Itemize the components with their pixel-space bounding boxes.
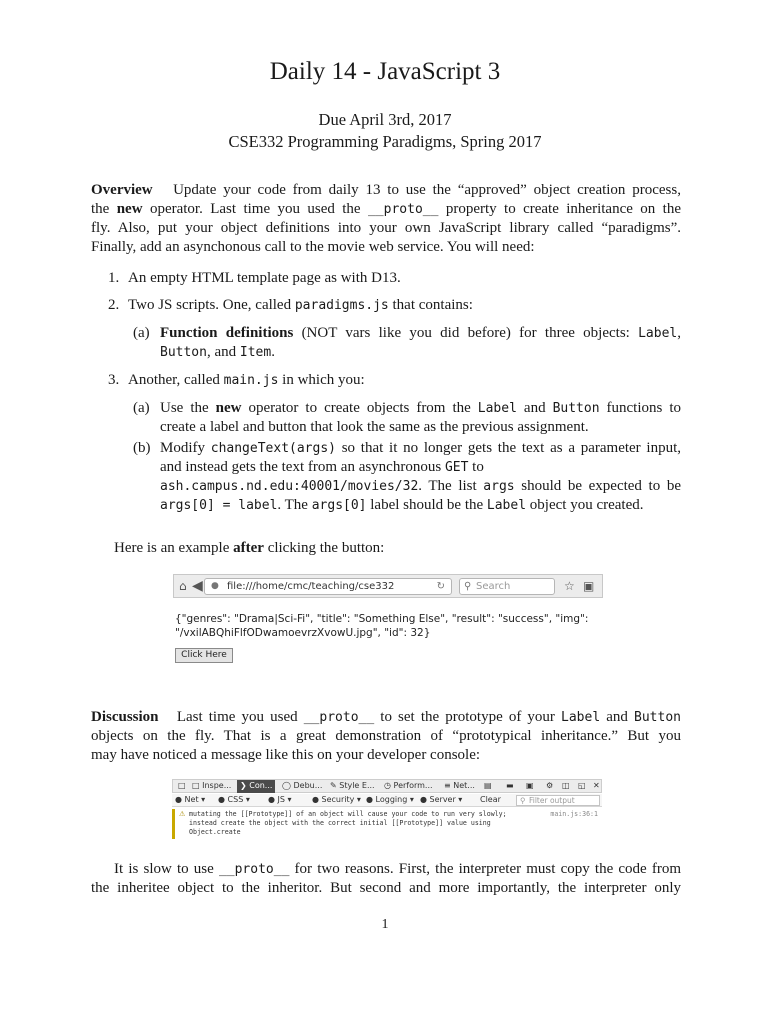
text: It is slow to use <box>114 861 219 877</box>
search-bar[interactable] <box>459 578 555 595</box>
filter-js[interactable]: ● JS ▾ <box>268 795 292 804</box>
discussion-line-1 <box>91 709 681 726</box>
args-label-code: args[0] = label <box>160 498 278 513</box>
paradigms-js-code: paradigms.js <box>294 298 389 313</box>
new-keyword: new <box>116 201 143 217</box>
bookmark-star-icon[interactable]: ☆ <box>564 579 575 593</box>
source-location-link[interactable]: main.js:36:1 <box>550 810 598 818</box>
url-bar[interactable] <box>204 578 452 595</box>
click-here-button[interactable]: Click Here <box>175 648 233 663</box>
text: Another, called <box>128 372 224 388</box>
function-definitions-bold: Function definitions <box>160 325 294 341</box>
text: so that it no longer gets the text as a parameter input, <box>335 440 681 456</box>
button-code: Button <box>552 401 600 416</box>
overview-heading: Overview <box>91 182 153 198</box>
closing-line-2: the inheritee object to the inheritor. But second and more importantly, the interpreter only <box>91 880 681 896</box>
discussion-line-3: may have noticed a message like this on your developer console: <box>91 747 481 763</box>
browser-screenshot <box>173 574 603 666</box>
text: , <box>677 325 681 341</box>
tab-label: Net... <box>453 781 475 790</box>
label-code: Label <box>561 710 601 725</box>
text: Modify <box>160 440 211 456</box>
closing-line-1 <box>114 861 681 878</box>
discussion-heading: Discussion <box>91 709 159 725</box>
home-icon[interactable]: ⌂ <box>179 579 187 593</box>
list-item-3b-line-1 <box>160 440 681 457</box>
devtools-tab-bar <box>172 779 602 793</box>
tab-console[interactable]: ❯ Con... <box>237 780 275 793</box>
text: and instead gets the text from an asynchronous <box>160 459 445 475</box>
list-item-3 <box>128 372 365 389</box>
text: label should be the <box>366 497 487 513</box>
list-item-3a-number: (a) <box>133 400 150 416</box>
filter-label: Net <box>184 795 199 804</box>
devtools-filter-bar <box>172 794 602 807</box>
text: object you created. <box>526 497 644 513</box>
filter-server[interactable]: ● Server ▾ <box>420 795 463 804</box>
tab-performance[interactable]: ◷ Perform... <box>384 781 433 790</box>
filter-label: Logging <box>375 795 408 804</box>
json-output <box>175 612 603 640</box>
get-code: GET <box>444 460 469 475</box>
text: Use the <box>160 400 216 416</box>
text: , and <box>206 344 240 360</box>
text: clicking the button: <box>263 540 385 556</box>
bookmarks-menu-icon[interactable]: ▣ <box>583 579 595 593</box>
list-item-3a-line-2: create a label and button that look the same as the previous assignment. <box>160 419 589 435</box>
tab-inspector[interactable]: □ Inspe... <box>192 781 232 790</box>
course-name: CSE332 Programming Paradigms, Spring 2017 <box>228 132 542 151</box>
item-code: Item <box>239 345 272 360</box>
overview-line-3: fly. Also, put your object definitions into your own JavaScript library called “paradigms”. <box>91 220 681 236</box>
list-item-2-number: 2. <box>108 297 120 313</box>
text: to set the prototype of your <box>374 709 562 725</box>
tab-label: Debu... <box>293 781 323 790</box>
example-caption <box>114 540 384 557</box>
text: and <box>516 400 553 416</box>
tab-label: Inspe... <box>202 781 232 790</box>
tab-style-editor[interactable]: ✎ Style E... <box>330 781 375 790</box>
filter-label: Security <box>321 795 355 804</box>
json-output-line-1: {"genres": "Drama|Sci-Fi", "title": "Something Else", "result": "success", "img": <box>175 613 589 625</box>
overview-line-4: Finally, add an asynchonous call to the movie web service. You will need: <box>91 239 535 255</box>
movie-url-code: ash.campus.nd.edu:40001/movies/32 <box>160 479 419 494</box>
text: operator to create objects from the <box>241 400 478 416</box>
dock-side-icon[interactable]: ◫ <box>562 781 570 790</box>
main-js-code: main.js <box>223 373 279 388</box>
text: . The list <box>418 478 484 494</box>
label-code: Label <box>477 401 517 416</box>
pick-element-icon[interactable]: □ <box>178 781 186 790</box>
button-code: Button <box>634 710 681 725</box>
screenshot-icon[interactable]: ▣ <box>526 781 534 790</box>
warning-text: mutating the [[Prototype]] of an object will cause your code to run very slowly; instead create the object with the correct initial [[Prototype]] value using Object.create <box>189 810 507 836</box>
text: (NOT vars like you did before) for three objects: <box>293 325 639 341</box>
list-item-3b-line-4 <box>160 497 644 514</box>
search-placeholder: Search <box>476 581 511 592</box>
overview-line-2 <box>91 201 681 218</box>
list-item-2 <box>128 297 473 314</box>
reload-icon[interactable]: ↻ <box>436 581 445 592</box>
filter-security[interactable]: ● Security ▾ <box>312 795 361 804</box>
back-icon[interactable]: ◀ <box>192 578 203 594</box>
list-item-2a-line-2 <box>160 344 275 361</box>
filter-label: JS <box>277 795 285 804</box>
text: operator. Last time you used the <box>142 201 368 217</box>
discussion-line-2: objects on the fly. That is a great demonstration of “prototypical inheritance.” But you <box>91 728 681 744</box>
json-output-line-2: "/vxilABQhiFlfODwamoevrzXvowU.jpg", "id": 32} <box>175 627 431 639</box>
text: . <box>271 344 275 360</box>
tab-label: Con... <box>249 781 273 790</box>
globe-icon: ● <box>211 581 219 591</box>
overview-text-1: Update your code from daily 13 to use the “approved” object creation process, <box>173 182 681 198</box>
settings-gear-icon[interactable]: ⚙ <box>546 781 554 790</box>
close-icon[interactable]: ✕ <box>593 781 600 790</box>
label-code: Label <box>638 326 678 341</box>
list-item-1-number: 1. <box>108 270 120 286</box>
filter-output-input[interactable] <box>516 795 600 806</box>
proto-code: __proto__ <box>218 862 290 877</box>
devtools-screenshot <box>172 779 602 839</box>
text: property to create inheritance on the <box>438 201 681 217</box>
text: the <box>91 201 117 217</box>
list-item-3b-number: (b) <box>133 440 151 456</box>
list-item-2a-number: (a) <box>133 325 150 341</box>
list-item-3b-line-2 <box>160 459 484 476</box>
text: Here is an example <box>114 540 234 556</box>
page-number: 1 <box>381 917 389 932</box>
due-date: Due April 3rd, 2017 <box>318 110 452 129</box>
list-item-2a-line-1 <box>160 325 681 342</box>
tab-network[interactable]: ≡ Net... <box>444 781 475 790</box>
text: functions to <box>599 400 681 416</box>
undock-icon[interactable]: ◱ <box>578 781 586 790</box>
document-title: Daily 14 - JavaScript 3 <box>269 58 501 85</box>
search-icon: ⚲ <box>464 581 472 592</box>
proto-code: __proto__ <box>367 202 439 217</box>
text: that contains: <box>388 297 473 313</box>
url-text: file:///home/cmc/teaching/cse332 <box>227 581 395 592</box>
text: Last time you used <box>176 709 304 725</box>
warning-icon: ⚠ <box>179 810 186 818</box>
filter-placeholder: Filter output <box>529 796 575 805</box>
overview-line-1 <box>91 182 681 199</box>
clear-button[interactable]: Clear <box>480 795 501 804</box>
filter-label: CSS <box>227 795 244 804</box>
text: for two reasons. First, the interpreter must copy the code from <box>289 861 682 877</box>
text: should be expected to be <box>514 478 682 494</box>
changetext-code: changeText(args) <box>210 441 336 456</box>
label-code: Label <box>486 498 527 513</box>
browser-toolbar <box>173 574 603 598</box>
proto-code: __proto__ <box>303 710 375 725</box>
list-item-3b-line-3 <box>160 478 681 495</box>
after-bold: after <box>233 540 264 556</box>
button-code: Button <box>160 345 207 360</box>
text: in which you: <box>278 372 365 388</box>
tab-debugger[interactable]: ◯ Debu... <box>282 781 323 790</box>
args0-code: args[0] <box>311 498 367 513</box>
search-icon: ⚲ <box>520 796 526 805</box>
console-warning-message <box>172 809 602 839</box>
list-item-3-number: 3. <box>108 372 120 388</box>
text: . The <box>277 497 312 513</box>
tab-label: Style E... <box>339 781 375 790</box>
text: to <box>468 459 484 475</box>
text: and <box>600 709 635 725</box>
args-code: args <box>483 479 515 494</box>
responsive-mode-icon[interactable]: ▬ <box>506 781 514 790</box>
list-item-1: An empty HTML template page as with D13. <box>128 270 401 286</box>
list-item-3a-line-1 <box>160 400 681 417</box>
new-keyword: new <box>215 400 242 416</box>
filter-net[interactable]: ● Net ▾ <box>175 795 206 804</box>
filter-logging[interactable]: ● Logging ▾ <box>366 795 414 804</box>
filter-label: Server <box>429 795 456 804</box>
tab-label: Perform... <box>393 781 433 790</box>
filter-css[interactable]: ● CSS ▾ <box>218 795 250 804</box>
split-console-icon[interactable]: ▤ <box>484 781 492 790</box>
text: Two JS scripts. One, called <box>128 297 295 313</box>
